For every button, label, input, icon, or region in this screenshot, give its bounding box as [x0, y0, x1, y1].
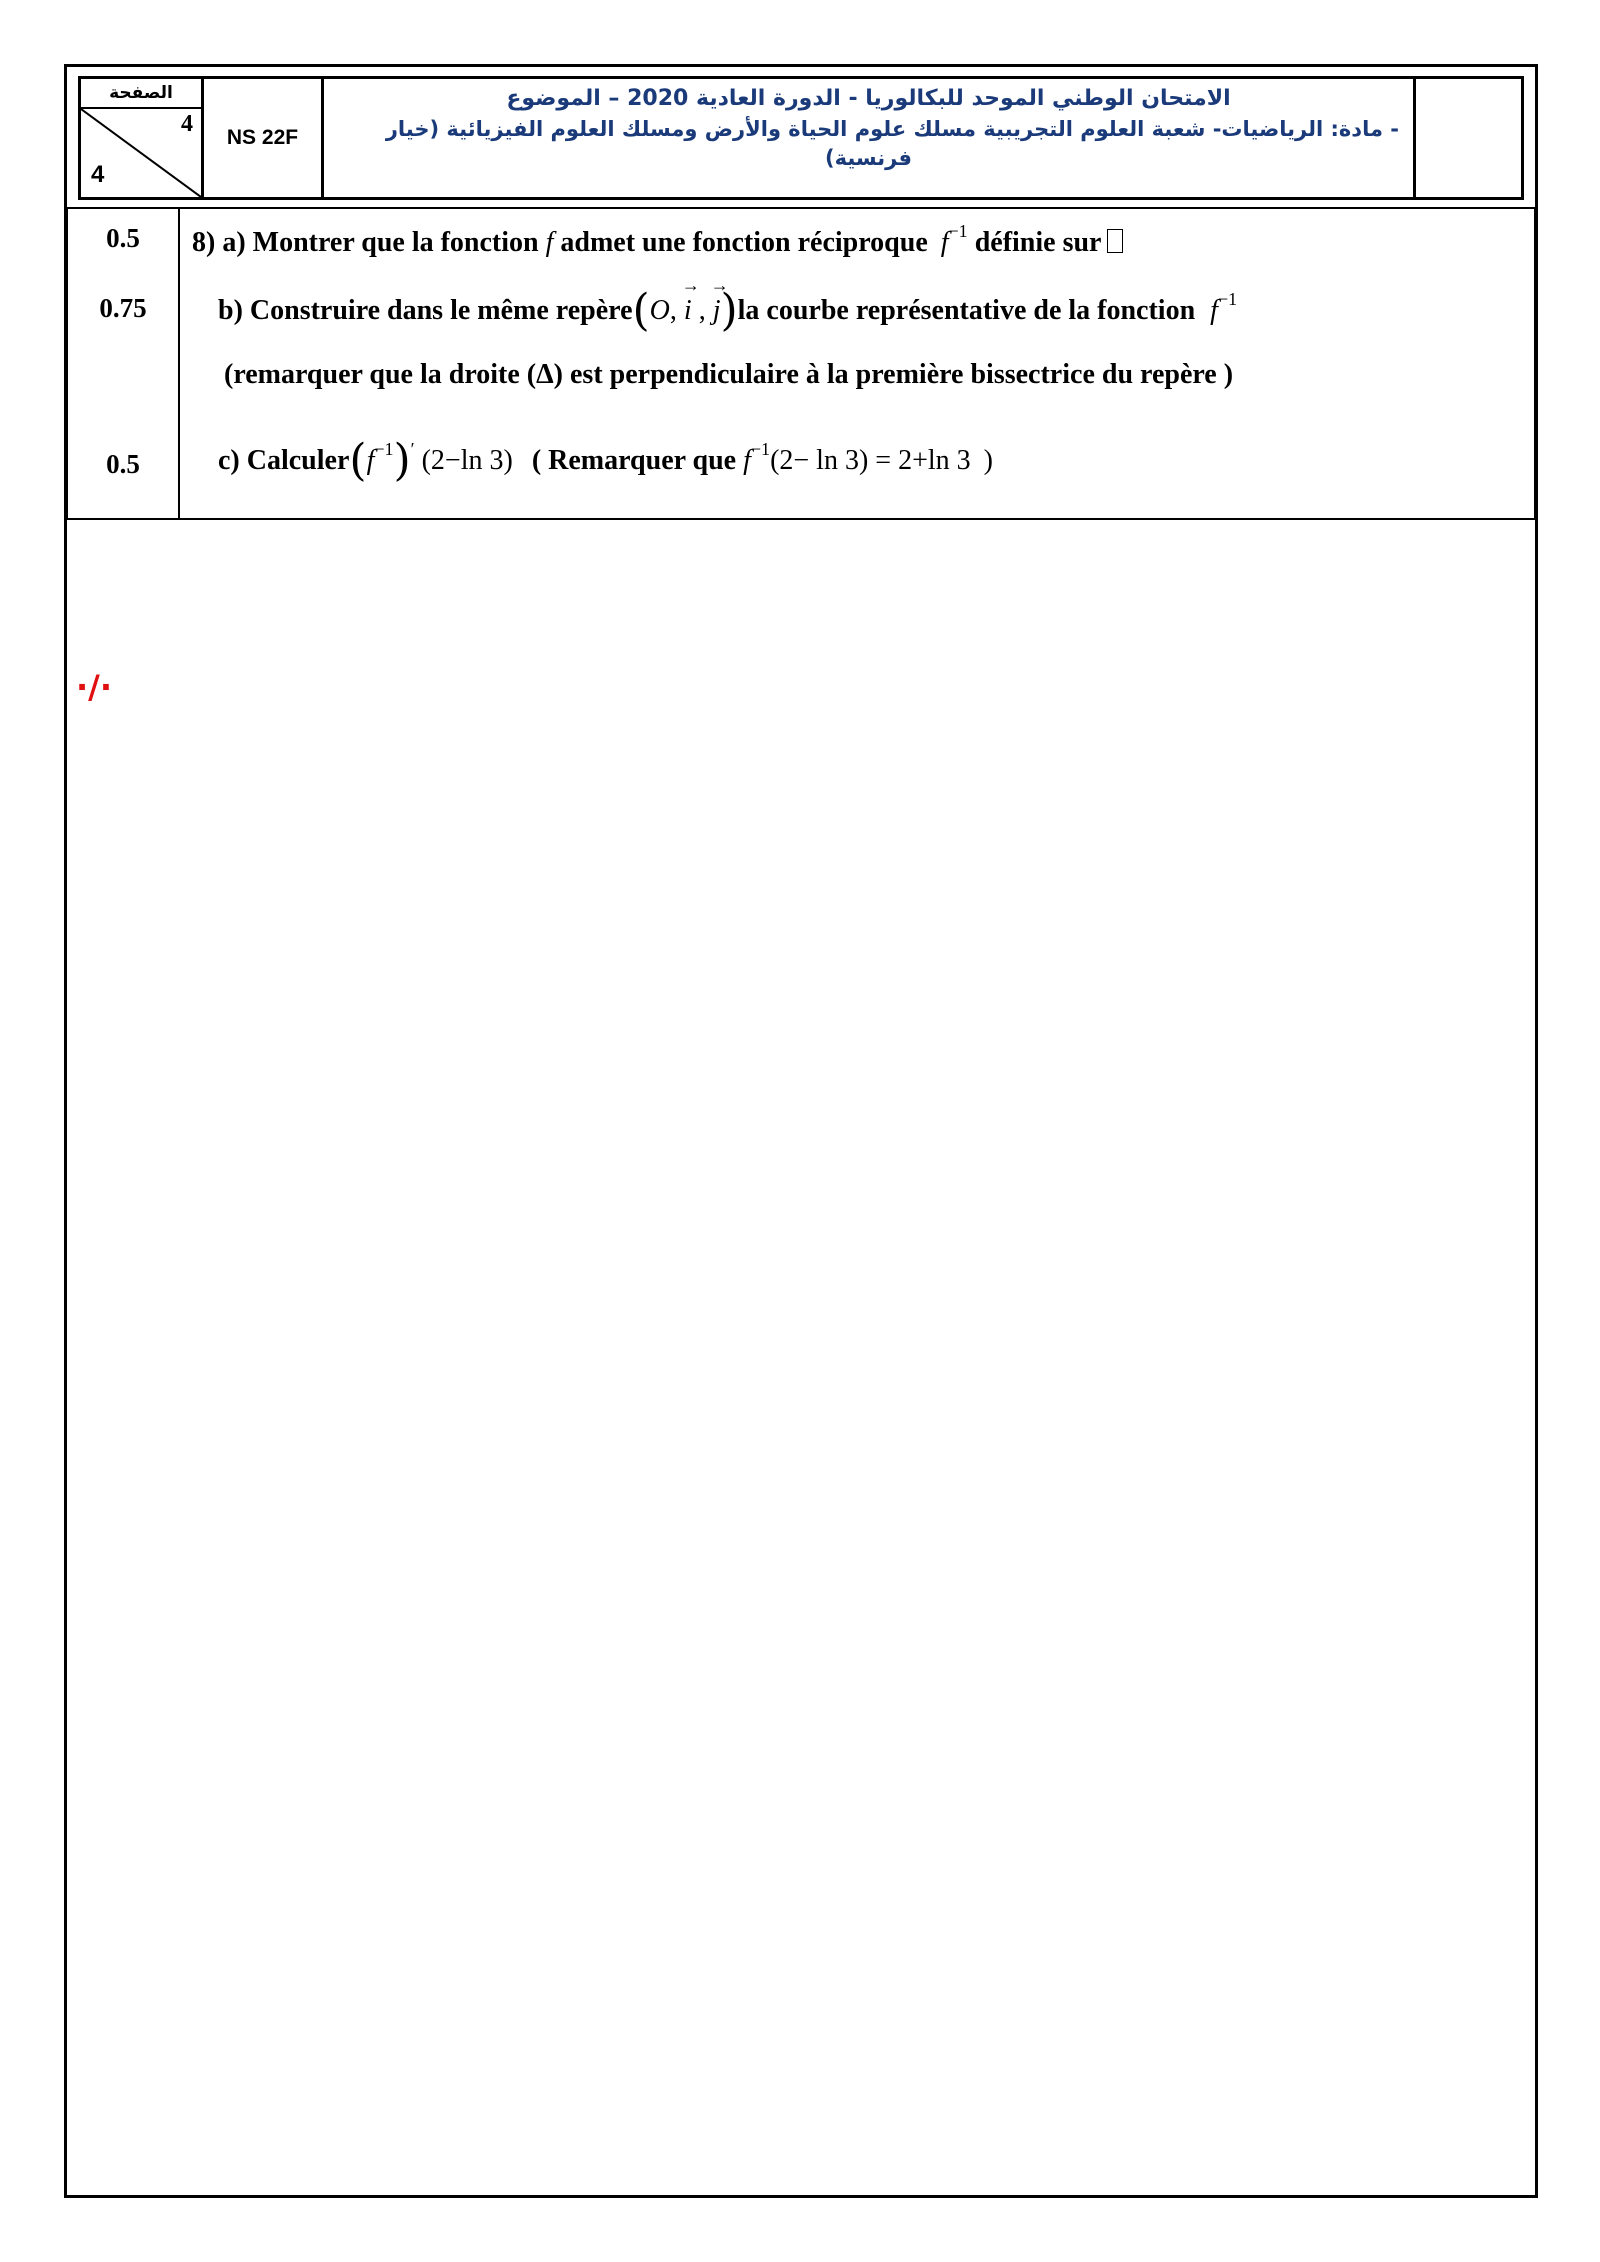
q8c-prime: ′ — [410, 439, 415, 459]
q8a-func: f — [545, 227, 554, 258]
q8b-suffix: la courbe représentative de la fonction — [737, 295, 1196, 326]
question-8b: b) Construire dans le même repère(O, → i , → j)la courbe représentative de la fonction $f^{-1}$ — [218, 285, 1237, 336]
q8c-remark-label: ( Remarquer que — [531, 445, 737, 476]
page-number-cell — [81, 79, 204, 197]
q8b-inverse-exp: −1 — [1217, 289, 1238, 309]
q8a-inverse-exp: −1 — [948, 221, 968, 241]
q8b-inverse: $f^{-1}$ — [1210, 289, 1238, 326]
score-8b: 0.75 — [99, 293, 147, 323]
header-blank-cell — [1416, 79, 1521, 197]
question-8c: c) $Calculer(f^{-1})'$ (2−ln 3) ( Remarquer que $f^{-1}(2- \ln 3) = 2+\ln$ 3 ) — [218, 435, 993, 486]
exam-title-line2: - مادة: الرياضيات- شعبة العلوم التجريبية مسلك علوم الحياة والأرض ومسلك العلوم الفيزيائية (خيار — [385, 117, 1399, 141]
q8c-argument: (2−ln 3) — [421, 445, 513, 476]
question-8a — [192, 221, 1123, 259]
q8b-vector-j: → j — [713, 295, 721, 327]
q8a-prefix: 8) a) Montrer que la fonction — [192, 227, 539, 258]
q8c-func: $f^{-1}$ — [366, 439, 394, 476]
score-8c: 0.5 — [106, 449, 140, 479]
q8c-prefix: c) Calculer — [218, 445, 350, 476]
exam-header — [78, 76, 1524, 200]
q8b-origin: O — [649, 295, 670, 326]
q8a-inverse: $f^{-1}$ — [940, 221, 968, 258]
exam-code: NS 22F — [204, 79, 324, 197]
q8b-vector-i: → i — [684, 295, 692, 327]
q8c-remark-end: ) — [983, 445, 993, 476]
q8b-prefix: b) Construire dans le même repère — [218, 295, 633, 326]
q8a-suffix: définie sur — [974, 227, 1102, 258]
exam-title — [324, 79, 1416, 197]
page-total: 4 — [91, 161, 105, 188]
score-8a: 0.5 — [106, 223, 140, 253]
column-divider — [178, 209, 180, 518]
margin-mark: ·/· — [76, 668, 112, 706]
question-table — [66, 207, 1536, 520]
q8a-middle: admet une fonction réciproque — [560, 227, 928, 258]
exam-title-line1: الامتحان الوطني الموحد للبكالوريا - الدورة العادية 2020 – الموضوع — [506, 86, 1231, 111]
page-current: 4 — [181, 111, 193, 137]
page-label: الصفحة — [81, 79, 201, 109]
q8c-remark-func: $f^{-1}$ — [743, 439, 771, 476]
q8c-remark-expr: (2− ln 3) = 2+ln 3 — [770, 445, 971, 476]
question-8b-note: (remarquer que la droite (Δ) est perpendiculaire à la première bissectrice du repère ) — [224, 359, 1234, 390]
missing-glyph-box — [1107, 229, 1123, 253]
exam-title-line3: فرنسية) — [825, 146, 912, 170]
